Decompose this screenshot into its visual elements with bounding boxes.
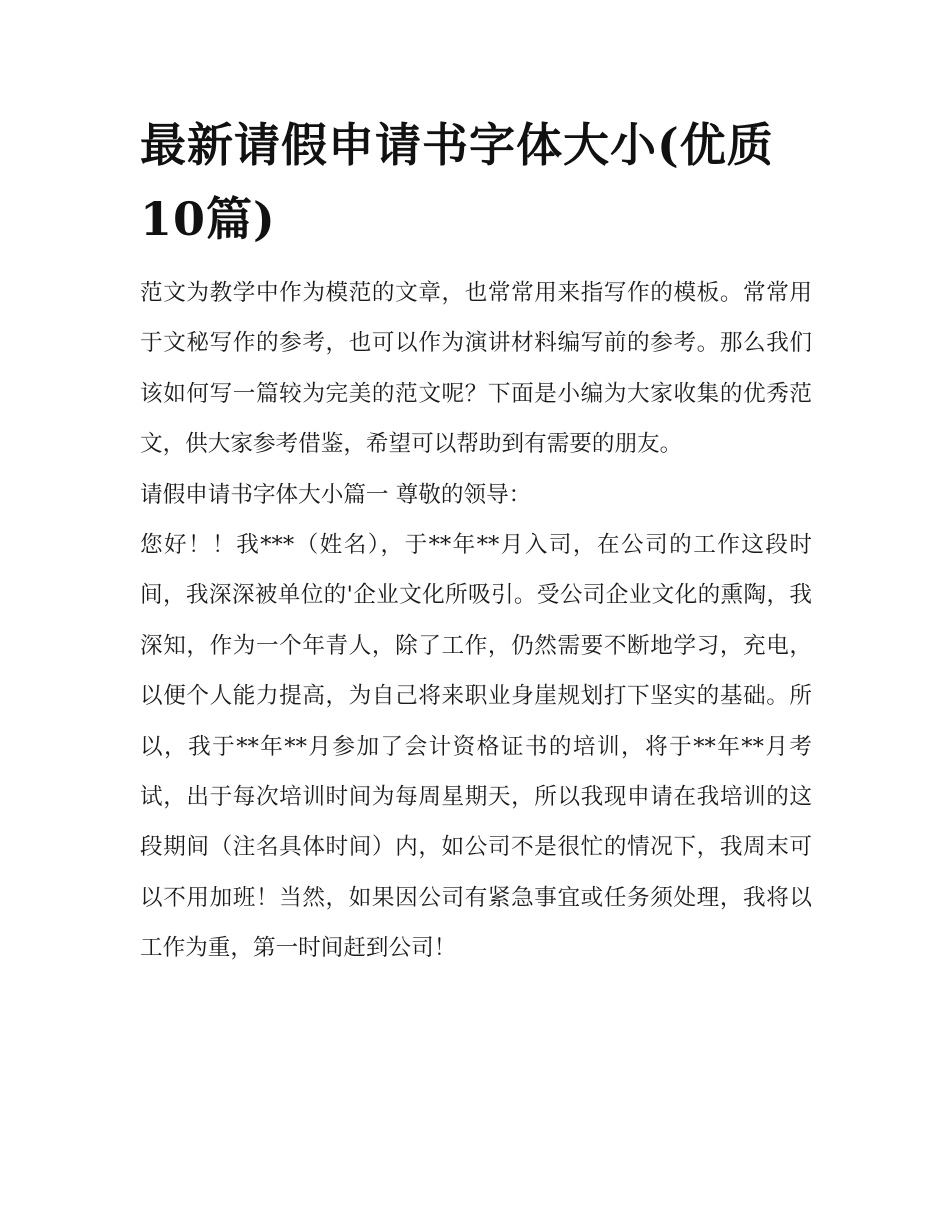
document-title: 最新请假申请书字体大小(优质10篇) [140, 118, 774, 246]
document-page [140, 108, 812, 974]
body-paragraph: 您好！！我***（姓名），于**年**月入司，在公司的工作这段时间，我深深被单位的'企业文化所吸引。受公司企业文化的熏陶，我深知，作为一个年青人，除了工作，仍然需要不断地学习，充电，以便个人能力提高，为自己将来职业身崖规划打下坚实的基础。所以，我于**年**月参加了会计资格证书的培训，将于**年**月考试，出于每次培训时间为每周星期天，所以我现申请在我培训的这段期间（注名具体时间）内，如公司不是很忙的情况下，我周末可以不用加班！当然，如果因公司有紧急事宜或任务须处理，我将以工作为重，第一时间赶到公司！ [140, 532, 812, 962]
section-heading: 请假申请书字体大小篇一 尊敬的领导： [140, 481, 532, 508]
intro-paragraph: 范文为教学中作为模范的文章，也常常用来指写作的模板。常常用于文秘写作的参考，也可以作为演讲材料编写前的参考。那么我们该如何写一篇较为完美的范文呢？下面是小编为大家收集的优秀范文，供大家参考借鉴，希望可以帮助到有需要的朋友。 [140, 280, 812, 458]
